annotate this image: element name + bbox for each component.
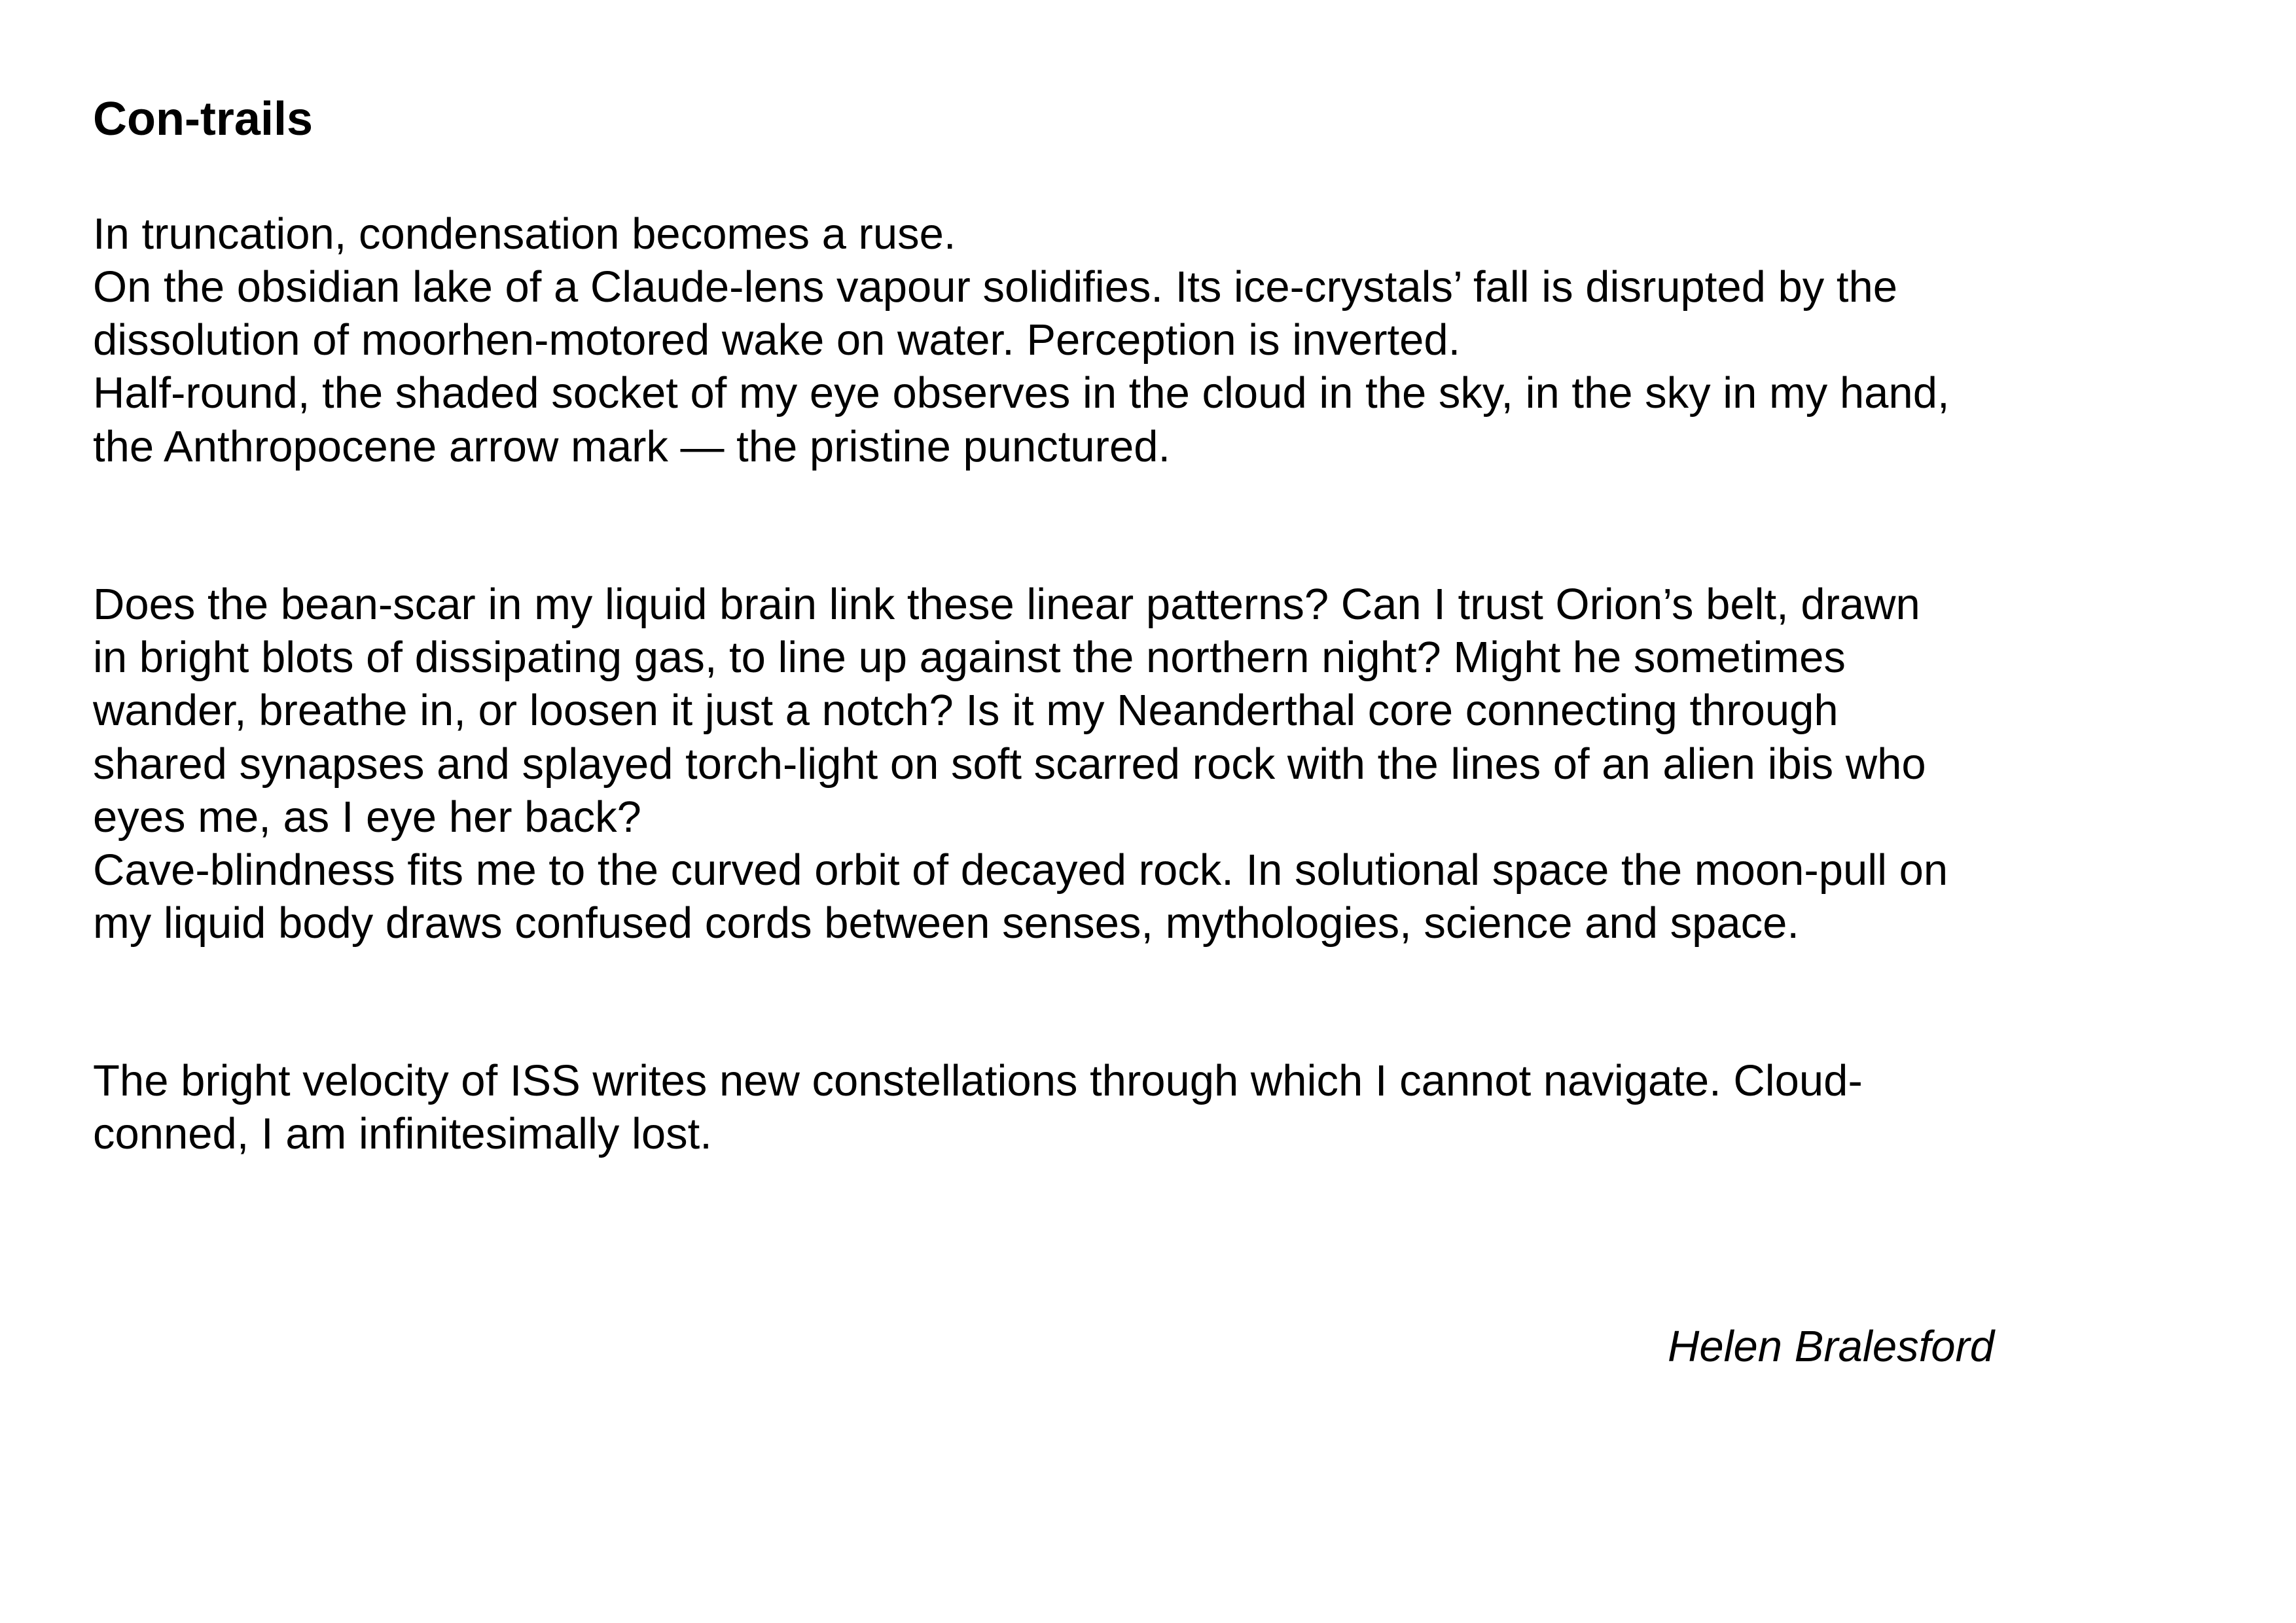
poem-title: Con-trails (93, 93, 314, 145)
poem-line: Cave-blindness fits me to the curved orbit of decayed rock. In solutional space the moon-pull on (93, 846, 1948, 895)
author-signature: Helen Bralesford (1668, 1322, 1995, 1371)
poem-line: In truncation, condensation becomes a ruse. (93, 209, 956, 259)
poem-line: dissolution of moorhen-motored wake on water. Perception is inverted. (93, 315, 1461, 365)
poem-line: On the obsidian lake of a Claude-lens vapour solidifies. Its ice-crystals’ fall is disrupted by the (93, 262, 1898, 312)
poem-line: wander, breathe in, or loosen it just a notch? Is it my Neanderthal core connecting through (93, 686, 1839, 735)
poem-line: the Anthropocene arrow mark — the pristine punctured. (93, 422, 1171, 471)
poem-line: The bright velocity of ISS writes new constellations through which I cannot navigate. Cloud- (93, 1056, 1863, 1105)
poem-line: Does the bean-scar in my liquid brain link these linear patterns? Can I trust Orion’s belt, drawn (93, 580, 1920, 629)
poem-line: in bright blots of dissipating gas, to line up against the northern night? Might he sometimes (93, 633, 1846, 682)
poem-line: conned, I am infinitesimally lost. (93, 1109, 712, 1158)
poem-line: eyes me, as I eye her back? (93, 793, 641, 842)
poem-line: Half-round, the shaded socket of my eye observes in the cloud in the sky, in the sky in my hand, (93, 368, 1950, 418)
poem-line: my liquid body draws confused cords between senses, mythologies, science and space. (93, 899, 1799, 948)
poem-line: shared synapses and splayed torch-light on soft scarred rock with the lines of an alien ibis who (93, 740, 1926, 789)
